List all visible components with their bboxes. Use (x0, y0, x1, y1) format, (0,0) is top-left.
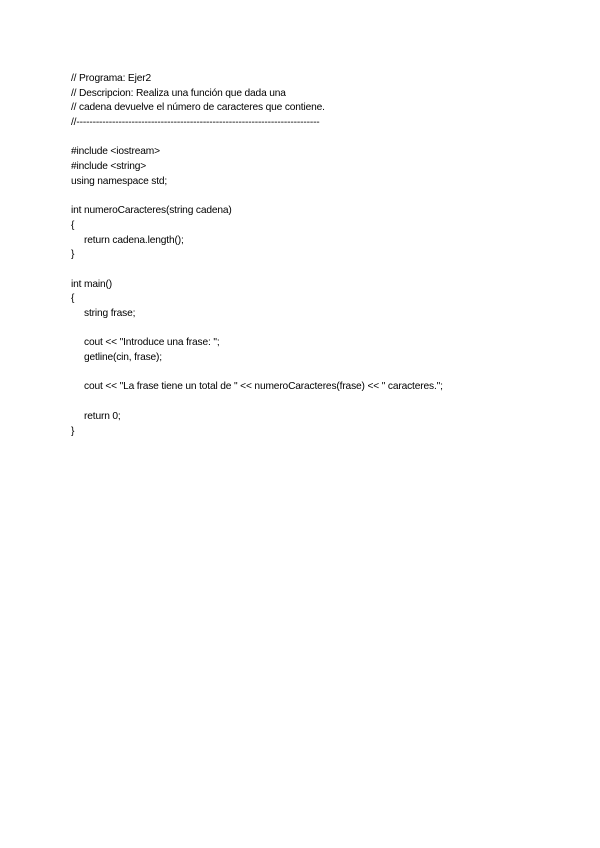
code-line-function-signature: int numeroCaracteres(string cadena) (71, 205, 232, 217)
code-line-blank (71, 190, 571, 205)
code-line-cout-prompt: cout << "Introduce una frase: "; (84, 337, 220, 349)
code-line-include-iostream: #include <iostream> (71, 146, 160, 158)
code-line-comment-description-cont: // cadena devuelve el número de caracteres que contiene. (71, 102, 325, 114)
code-line-return-length: return cadena.length(); (84, 234, 184, 246)
code-line-using-namespace: using namespace std; (71, 175, 168, 187)
code-line-comment-separator: //--------------------------------------------------------------------------- (71, 117, 320, 129)
code-line-open-brace: { (71, 293, 75, 305)
code-line-blank (71, 322, 571, 337)
code-line-comment-description: // Descripcion: Realiza una función que dada una (71, 87, 286, 99)
code-line-cout-result: cout << "La frase tiene un total de " << numeroCaracteres(frase) << " caracteres."; (84, 381, 443, 393)
code-line-close-brace: } (71, 425, 75, 437)
code-line-close-brace: } (71, 249, 75, 261)
code-line-comment-program: // Programa: Ejer2 (71, 73, 151, 84)
code-line-open-brace: { (71, 219, 75, 231)
code-line-include-string: #include <string> (71, 161, 147, 173)
code-line-blank (71, 366, 571, 381)
code-line-declare-frase: string frase; (84, 308, 136, 319)
code-line-blank (71, 131, 571, 146)
code-line-return-zero: return 0; (84, 410, 121, 422)
code-line-main-signature: int main() (71, 278, 112, 290)
code-line-getline: getline(cin, frase); (84, 352, 162, 364)
code-line-blank (71, 263, 571, 278)
code-listing (71, 72, 571, 439)
code-line-blank (71, 395, 571, 410)
